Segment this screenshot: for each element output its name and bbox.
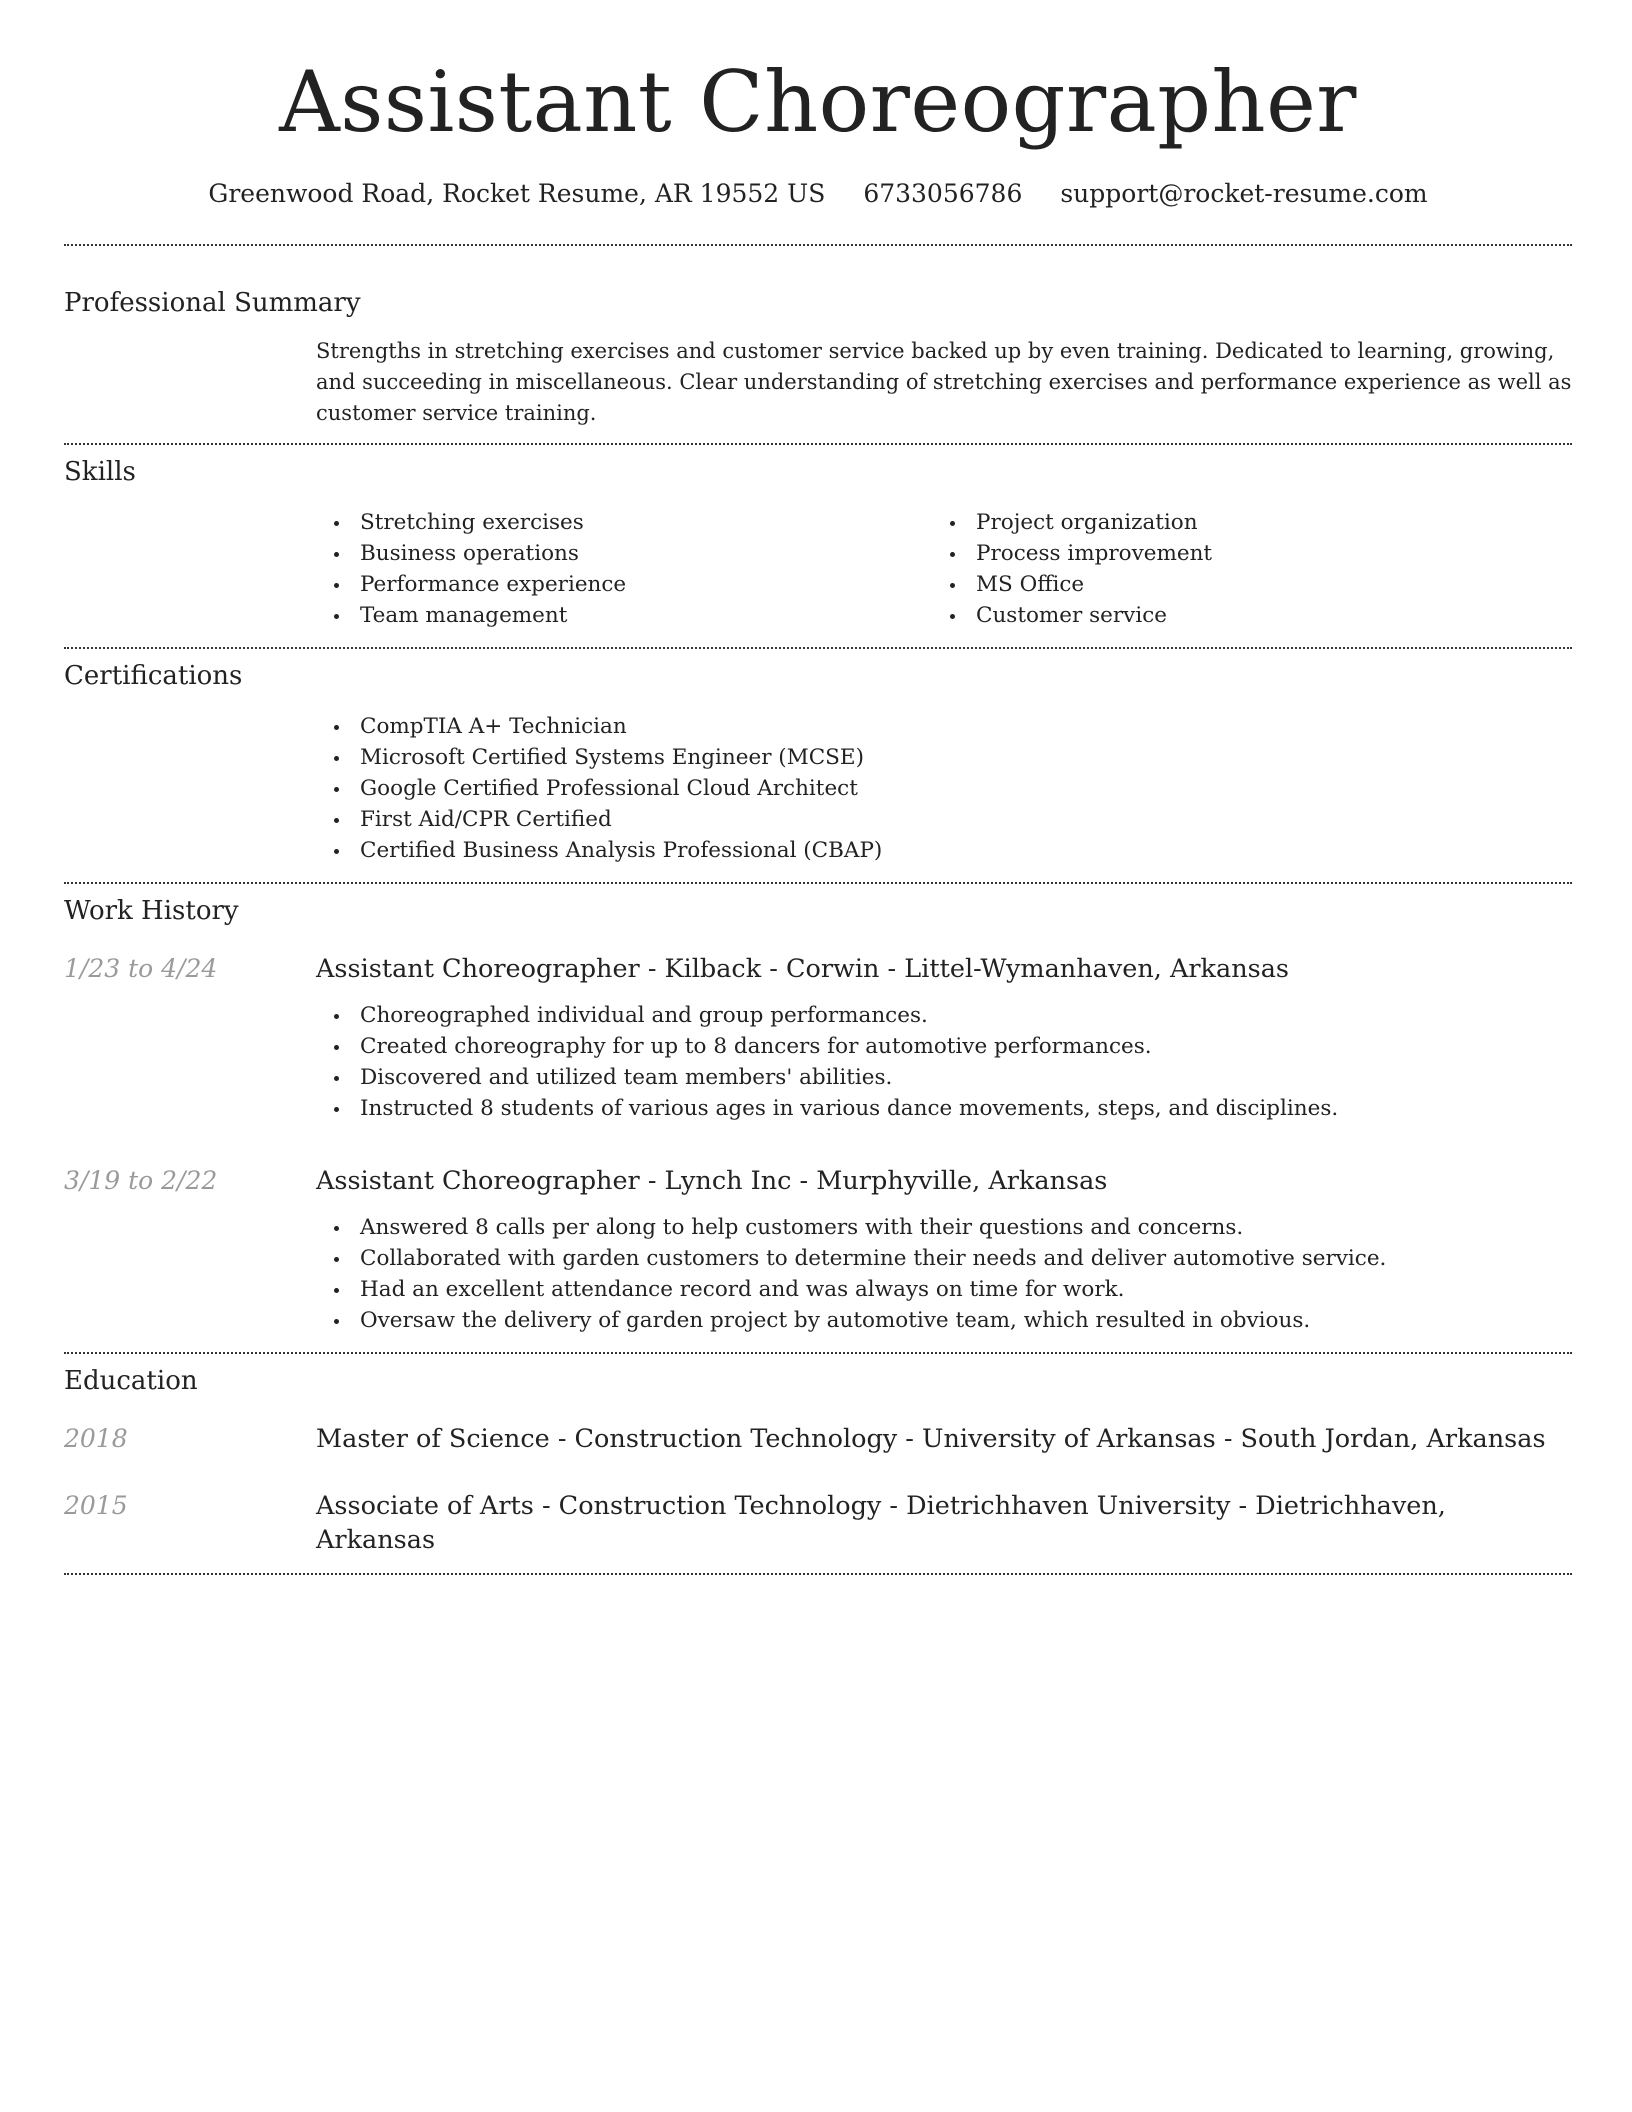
job-entry (64, 952, 1572, 1124)
job-title: Assistant Choreographer - Lynch Inc - Murphyville, Arkansas (316, 1166, 1108, 1196)
skills-section (64, 455, 1572, 631)
certifications-list (316, 711, 1572, 866)
job-title: Assistant Choreographer - Kilback - Corwin - Littel-Wymanhaven, Arkansas (316, 954, 1290, 984)
certification-item: Microsoft Certified Systems Engineer (MCSE) (316, 742, 1572, 773)
skill-item: Customer service (932, 600, 1548, 631)
education-entry (64, 1489, 1572, 1557)
job-duty: Oversaw the delivery of garden project by automotive team, which resulted in obvious. (316, 1305, 1572, 1336)
resume-name: Assistant Choreographer (279, 53, 1357, 151)
skill-item: Stretching exercises (316, 507, 932, 538)
job-duty: Instructed 8 students of various ages in various dance movements, steps, and disciplines. (316, 1093, 1572, 1124)
education-section (64, 1364, 1572, 1557)
skill-item: MS Office (932, 569, 1548, 600)
summary-section (64, 286, 1572, 429)
job-dates: 1/23 to 4/24 (64, 954, 218, 983)
certification-item: Certified Business Analysis Professional (CBAP) (316, 835, 1572, 866)
skills-list-left (316, 507, 932, 631)
education-year: 2015 (64, 1491, 128, 1520)
contact-line (64, 178, 1572, 210)
divider (64, 244, 1572, 246)
job-duty: Discovered and utilized team members' abilities. (316, 1062, 1572, 1093)
skill-item: Business operations (316, 538, 932, 569)
education-entry (64, 1422, 1572, 1456)
summary-text: Strengths in stretching exercises and customer service backed up by even training. Dedicated to learning, growing, and succeeding in miscellaneous. Clear understanding of stretching exercises and performance experience as well as customer service training. (316, 339, 1572, 425)
job-entry (64, 1164, 1572, 1336)
divider (64, 1573, 1572, 1575)
job-duty: Created choreography for up to 8 dancers for automotive performances. (316, 1031, 1572, 1062)
contact-phone: 6733056786 (863, 179, 1023, 208)
work-history-section (64, 894, 1572, 1336)
divider (64, 1352, 1572, 1354)
divider (64, 443, 1572, 445)
skill-item: Performance experience (316, 569, 932, 600)
skill-item: Process improvement (932, 538, 1548, 569)
certification-item: Google Certified Professional Cloud Architect (316, 773, 1572, 804)
job-duties-list (316, 1212, 1572, 1336)
job-duty: Collaborated with garden customers to determine their needs and deliver automotive service. (316, 1243, 1572, 1274)
skills-list-right (932, 507, 1548, 631)
divider (64, 882, 1572, 884)
certification-item: First Aid/CPR Certified (316, 804, 1572, 835)
resume-page (64, 0, 1572, 1575)
job-duty: Answered 8 calls per along to help customers with their questions and concerns. (316, 1212, 1572, 1243)
contact-email: support@rocket-resume.com (1060, 179, 1428, 208)
education-year: 2018 (64, 1424, 128, 1453)
work-history-heading: Work History (64, 896, 239, 926)
job-duty: Choreographed individual and group performances. (316, 1000, 1572, 1031)
education-degree: Master of Science - Construction Technology - University of Arkansas - South Jordan, Arkansas (316, 1424, 1546, 1454)
summary-heading: Professional Summary (64, 288, 361, 318)
skills-heading: Skills (64, 457, 136, 487)
education-heading: Education (64, 1366, 198, 1396)
skill-item: Project organization (932, 507, 1548, 538)
job-dates: 3/19 to 2/22 (64, 1166, 218, 1195)
divider (64, 647, 1572, 649)
job-duties-list (316, 1000, 1572, 1124)
contact-address: Greenwood Road, Rocket Resume, AR 19552 US (208, 179, 826, 208)
education-degree: Associate of Arts - Construction Technology - Dietrichhaven University - Dietrichhaven, Arkansas (316, 1491, 1446, 1555)
certifications-heading: Certifications (64, 661, 243, 691)
certifications-section (64, 659, 1572, 866)
certification-item: CompTIA A+ Technician (316, 711, 1572, 742)
skill-item: Team management (316, 600, 932, 631)
job-duty: Had an excellent attendance record and was always on time for work. (316, 1274, 1572, 1305)
